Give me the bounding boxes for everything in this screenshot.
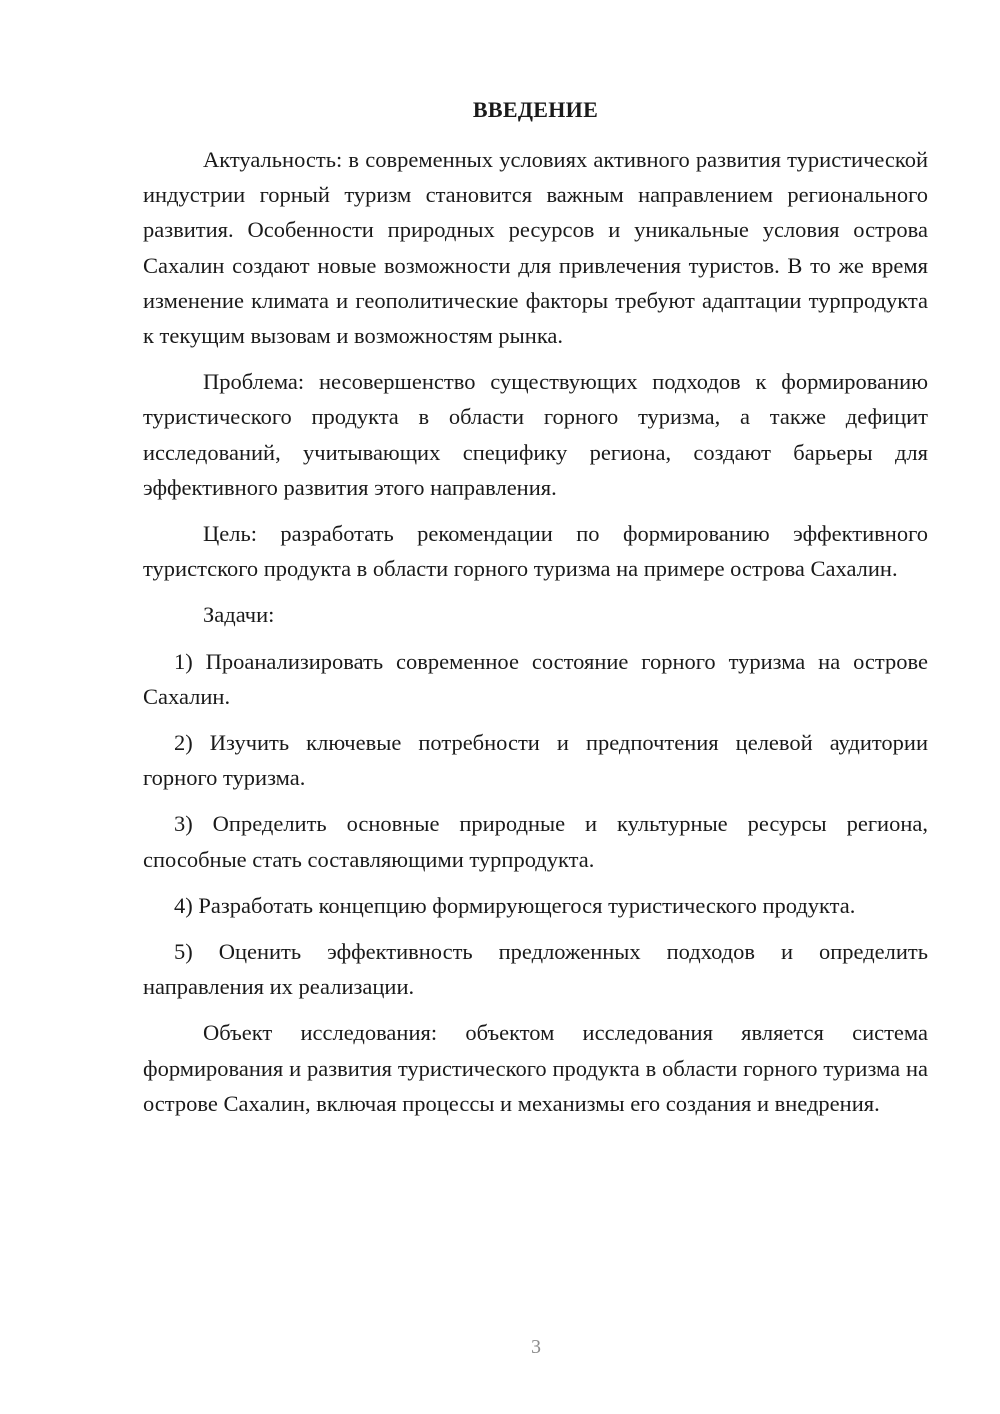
paragraph-relevance: Актуальность: в современных условиях активного развития туристической индустрии горный туризм становится важным направлением регионального развития. Особенности природных ресурсов и уникальные условия острова Сахалин создают новые возможности для привлечения туристов. В то же время изменение климата и геополитические факторы требуют адаптации турпродукта к текущим вызовам и возможностям рынка. (143, 147, 928, 349)
task-item-2: 2) Изучить ключевые потребности и предпочтения целевой аудитории горного туризма. (143, 730, 928, 791)
page-title: ВВЕДЕНИЕ (472, 97, 599, 122)
task-item-5: 5) Оценить эффективность предложенных подходов и определить направления их реализации. (143, 939, 928, 1000)
tasks-heading: Задачи: (203, 602, 275, 628)
paragraph-object: Объект исследования: объектом исследования является система формирования и развития туристического продукта в области горного туризма на острове Сахалин, включая процессы и механизмы его создания и внедрения. (143, 1020, 928, 1116)
task-item-4: 4) Разработать концепцию формирующегося туристического продукта. (174, 892, 856, 918)
task-item-1: 1) Проанализировать современное состояние горного туризма на острове Сахалин. (143, 648, 928, 709)
paragraph-problem: Проблема: несовершенство существующих подходов к формированию туристического продукта в области горного туризма, а также дефицит исследований, учитывающих специфику региона, создают барьеры для эффективного развития этого направления. (143, 369, 928, 500)
paragraph-goal: Цель: разработать рекомендации по формированию эффективного туристского продукта в области горного туризма на примере острова Сахалин. (143, 521, 928, 582)
task-item-3: 3) Определить основные природные и культурные ресурсы региона, способные стать составляющими турпродукта. (143, 811, 928, 872)
page-content (143, 92, 928, 1132)
page-number: 3 (531, 1336, 541, 1358)
